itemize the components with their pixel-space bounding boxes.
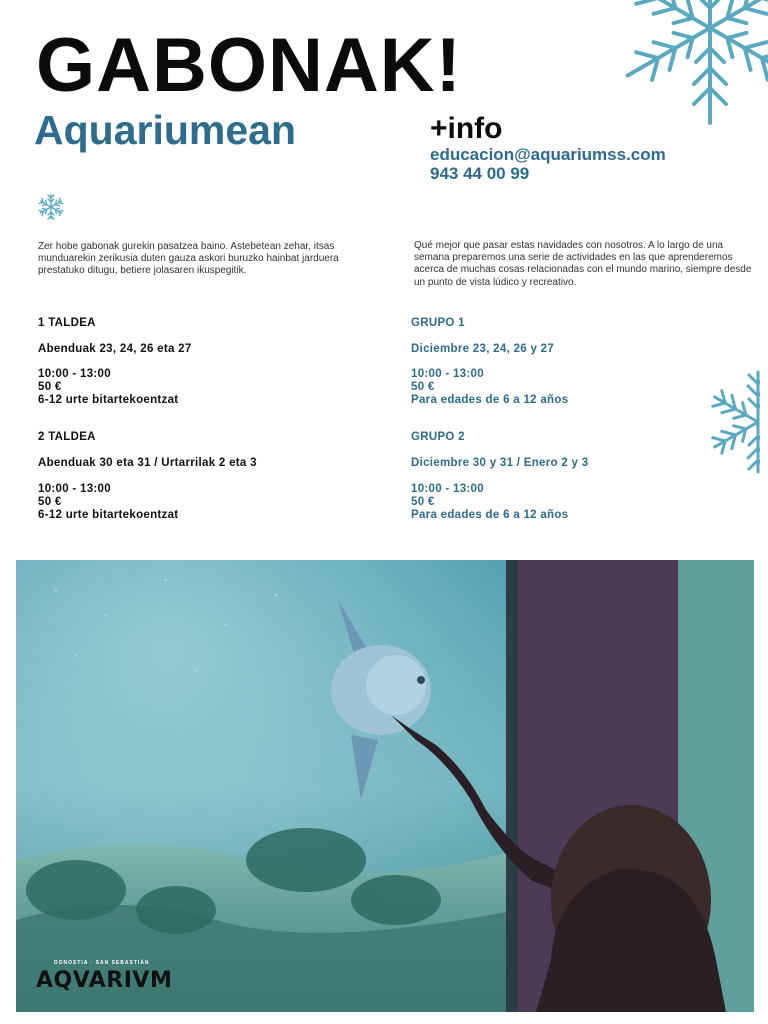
snowflake-icon [585,0,768,130]
group-details [411,483,568,522]
group-ages: Para edades de 6 a 12 años [411,393,569,406]
group-dates: Diciembre 30 y 31 / Enero 2 y 3 [411,457,589,469]
aquarium-scene [16,560,754,1012]
group-price: 50 € [38,380,62,393]
contact-phone[interactable]: 943 44 00 99 [430,164,530,183]
group-name: GRUPO 1 [411,317,465,329]
group-details [411,368,568,407]
intro-basque: Zer hobe gabonak gurekin pasatzea baino. Astebetean zehar, itsas munduarekin zerikusia duten gauza askori buruzko hainbat jarduera prestatuko ditugu, betiere jolasaren ikuspegitik. [38,241,339,277]
group-details [38,368,178,407]
group-name: GRUPO 2 [411,431,465,443]
group-ages: 6-12 urte bitartekoentzat [38,393,179,406]
info-heading: +info [430,112,503,145]
intro-spanish: Qué mejor que pasar estas navidades con nosotros. A lo largo de una semana preparemos una serie de actividades en las que aprenderemos acerca de muchas cosas relacionadas con el mundo marino, siempre desde un punto de vista lúdico y recreativo. [414,240,752,288]
group-price: 50 € [411,495,435,508]
group-details [38,483,178,522]
logo-name: AQVARIVM [36,968,173,993]
page-title: GABONAK! [36,23,462,108]
aquarium-logo [36,960,186,1000]
group-time: 10:00 - 13:00 [38,483,111,495]
group-ages: 6-12 urte bitartekoentzat [38,508,179,521]
group-time: 10:00 - 13:00 [411,368,484,380]
group-price: 50 € [38,495,62,508]
group-dates: Abenduak 30 eta 31 / Urtarrilak 2 eta 3 [38,457,257,469]
group-name: 2 TALDEA [38,431,96,443]
group-ages: Para edades de 6 a 12 años [411,508,569,521]
aquarium-photo [16,560,754,1012]
snowflake-icon [33,193,69,221]
contact-email[interactable]: educacion@aquariumss.com [430,145,666,164]
group-dates: Diciembre 23, 24, 26 y 27 [411,343,555,355]
group-time: 10:00 - 13:00 [38,368,111,380]
page-subtitle: Aquariumean [34,107,296,153]
logo-tagline: DONOSTIA · SAN SEBASTIÁN [54,960,150,966]
group-dates: Abenduak 23, 24, 26 eta 27 [38,343,192,355]
group-time: 10:00 - 13:00 [411,483,484,495]
snowflake-icon [690,370,760,475]
group-name: 1 TALDEA [38,317,96,329]
group-price: 50 € [411,380,435,393]
